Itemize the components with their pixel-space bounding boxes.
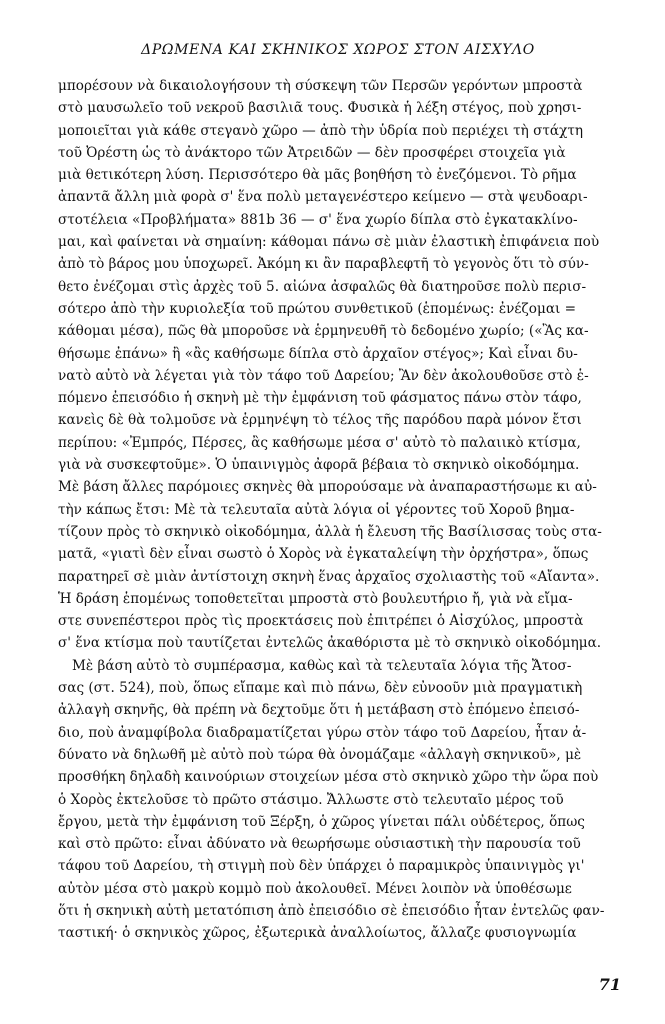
page-number: 71 xyxy=(598,975,621,994)
text-line: μοποιεῖται γιὰ κάθε στεγανὸ χῶρο — ἀπὸ τὴν ὑδρία ποὺ περιέχει τὴ στάχτη xyxy=(58,122,583,139)
text-line: στοτέλεια «Προβλήματα» 881b 36 — σ' ἕνα χωρίο δίπλα στὸ ἐγκατακλίνο- xyxy=(58,211,578,228)
text-line: στὸ μαυσωλεῖο τοῦ νεκροῦ βασιλιᾶ τους. Φυσικὰ ἡ λέξη στέγος, ποὺ χρησι- xyxy=(58,100,582,117)
text-line: μαι, καὶ φαίνεται νὰ σημαίνη: κάθομαι πάνω σὲ μιὰν ἐλαστικὴ ἐπιφάνεια ποὺ xyxy=(58,234,600,251)
text-line: ἀπαντᾶ ἄλλη μιὰ φορὰ σ' ἕνα πολὺ μεταγενέστερο κείμενο — στὰ ψευδοαρι- xyxy=(58,189,588,206)
text-line: θήσωμε ἐπάνω» ἢ «ἂς καθήσωμε δίπλα στὸ ἀρχαῖον στέγος»; Καὶ εἶναι δυ- xyxy=(58,345,578,362)
text-line: μιὰ θετικότερη λύση. Περισσότερο θὰ μᾶς βοηθήση τὸ ἐνεζόμενοι. Τὸ ρῆμα xyxy=(58,167,577,184)
text-line: στε συνεπέστεροι πρὸς τὶς προεκτάσεις ποὺ ἐπιτρέπει ὁ Αἰσχύλος, μπροστὰ xyxy=(58,613,584,630)
text-line: Μὲ βάση ἄλλες παρόμοιες σκηνὲς θὰ μπορούσαμε νὰ ἀναπαραστήσωμε κι αὐ- xyxy=(58,479,597,496)
text-line: ματᾶ, «γιατὶ δὲν εἶναι σωστὸ ὁ Χορὸς νὰ ἐγκαταλείψη τὴν ὀρχήστρα», ὅπως xyxy=(58,546,589,563)
text-line: παρατηρεῖ σὲ μιὰν ἀντίστοιχη σκηνὴ ἕνας ἀρχαῖος σχολιαστὴς τοῦ «Αἴαντα». xyxy=(58,568,600,585)
text-line: Ἡ δράση ἑπομένως τοποθετεῖται μπροστὰ στὸ βουλευτήριο ἤ, γιὰ νὰ εἴμα- xyxy=(58,590,573,607)
text-line: σας (στ. 524), ποὺ, ὅπως εἴπαμε καὶ πιὸ πάνω, δὲν εὐνοοῦν μιὰ πραγματικὴ xyxy=(58,680,583,697)
text-line: καὶ στὸ πρῶτο: εἶναι ἀδύνατο νὰ θεωρήσωμε οὐσιαστικὴ τὴν παρουσία τοῦ xyxy=(58,836,581,853)
paragraph-start-line: Μὲ βάση αὐτὸ τὸ συμπέρασμα, καθὼς καὶ τὰ τελευταῖα λόγια τῆς Ἄτοσ- xyxy=(72,657,572,674)
text-line: σότερο ἀπὸ τὴν κυριολεξία τοῦ πρώτου συνθετικοῦ (ἑπομένως: ἐνέζομαι = xyxy=(58,300,577,317)
body-text xyxy=(58,75,622,945)
text-line: περίπου: «Ἐμπρός, Πέρσες, ἂς καθήσωμε μέσα σ' αὐτὸ τὸ παλαιικὸ κτίσμα, xyxy=(58,434,581,451)
text-line: ὅτι ἡ σκηνικὴ αὐτὴ μετατόπιση ἀπὸ ἐπεισόδιο σὲ ἐπεισόδιο ἦταν ἐντελῶς φαν- xyxy=(58,902,605,919)
text-line: τὴν κάπως ἔτσι: Μὲ τὰ τελευταῖα αὐτὰ λόγια οἱ γέροντες τοῦ Χοροῦ βημα- xyxy=(58,501,575,518)
text-line: τάφου τοῦ Δαρείου, τὴ στιγμὴ ποὺ δὲν ὑπάρχει ὁ παραμικρὸς ὑπαινιγμὸς γι' xyxy=(58,858,585,875)
text-line: αὐτὸν μέσα στὸ μακρὺ κομμὸ ποὺ ἀκολουθεῖ. Μένει λοιπὸν νὰ ὑποθέσωμε xyxy=(58,880,572,897)
text-line: ὁ Χορὸς ἐκτελοῦσε τὸ πρῶτο στάσιμο. Ἄλλωστε στὸ τελευταῖο μέρος τοῦ xyxy=(58,791,564,808)
text-line: ἀπὸ τὸ βάρος μου ὑποχωρεῖ. Ἀκόμη κι ἂν παραβλεφτῆ τὸ γεγονὸς ὅτι τὸ σύν- xyxy=(58,256,589,273)
text-line: γιὰ νὰ συσκεφτοῦμε». Ὁ ὑπαινιγμὸς ἀφορᾶ βέβαια τὸ σκηνικὸ οἰκοδόμημα. xyxy=(58,457,580,474)
text-line: δύνατο νὰ δηλωθῆ μὲ αὐτὸ ποὺ τώρα θὰ ὀνομάζαμε «ἀλλαγὴ σκηνικοῦ», μὲ xyxy=(58,746,582,763)
text-line: νατὸ αὐτὸ νὰ λέγεται γιὰ τὸν τάφο τοῦ Δαρείου; Ἂν δὲν ἀκολουθοῦσε στὸ ἑ- xyxy=(58,367,589,384)
text-line: πόμενο ἐπεισόδιο ἡ σκηνὴ μὲ τὴν ἐμφάνιση τοῦ φάσματος πάνω στὸν τάφο, xyxy=(58,390,582,407)
text-line: ἔργου, μετὰ τὴν ἐμφάνιση τοῦ Ξέρξη, ὁ χῶρος γίνεται πάλι οὐδέτερος, ὅπως xyxy=(58,813,585,830)
running-header: ΔΡΩΜΕΝΑ ΚΑΙ ΣΚΗΝΙΚΟΣ ΧΩΡΟΣ ΣΤΟΝ ΑΙΣΧΥΛΟ xyxy=(141,42,535,58)
text-line: προσθήκη δηλαδὴ καινούριων στοιχείων μέσα στὸ σκηνικὸ χῶρο τὴν ὥρα ποὺ xyxy=(58,769,599,786)
text-line: τίζουν πρὸς τὸ σκηνικὸ οἰκοδόμημα, ἀλλὰ ἡ ἔλευση τῆς Βασίλισσας τοὺς στα- xyxy=(58,523,602,540)
text-line: διο, ποὺ ἀναμφίβολα διαδραματίζεται γύρω στὸν τάφο τοῦ Δαρείου, ἦταν ἀ- xyxy=(58,724,587,741)
text-line: θετο ἐνέζομαι στὶς ἀρχὲς τοῦ 5. αἰώνα ἀσφαλῶς θὰ διατηροῦσε πολὺ περισ- xyxy=(58,278,587,295)
text-line: τοῦ Ὀρέστη ὡς τὸ ἀνάκτορο τῶν Ἀτρειδῶν — δὲν προσφέρει στοιχεῖα γιὰ xyxy=(58,144,566,161)
text-line: σ' ἕνα κτίσμα ποὺ ταυτίζεται ἐντελῶς ἀκαθόριστα μὲ τὸ σκηνικὸ οἰκοδόμημα. xyxy=(58,635,602,652)
text-line: κάθομαι μέσα), πῶς θὰ μποροῦσε νὰ ἑρμηνευθῆ τὸ δεδομένο χωρίο; («Ἂς κα- xyxy=(58,323,589,340)
text-line: ταστική· ὁ σκηνικὸς χῶρος, ἐξωτερικὰ ἀναλλοίωτος, ἄλλαζε φυσιογνωμία xyxy=(58,925,577,942)
text-line: μπορέσουν νὰ δικαιολογήσουν τὴ σύσκεψη τῶν Περσῶν γερόντων μπροστὰ xyxy=(58,78,583,94)
text-line: ἀλλαγὴ σκηνῆς, θὰ πρέπη νὰ δεχτοῦμε ὅτι ἡ μετάβαση στὸ ἑπόμενο ἐπεισό- xyxy=(58,702,580,719)
text-line: κανεὶς δὲ θὰ τολμοῦσε νὰ ἑρμηνέψη τὸ τέλος τῆς παρόδου παρὰ μόνον ἔτσι xyxy=(58,412,582,429)
